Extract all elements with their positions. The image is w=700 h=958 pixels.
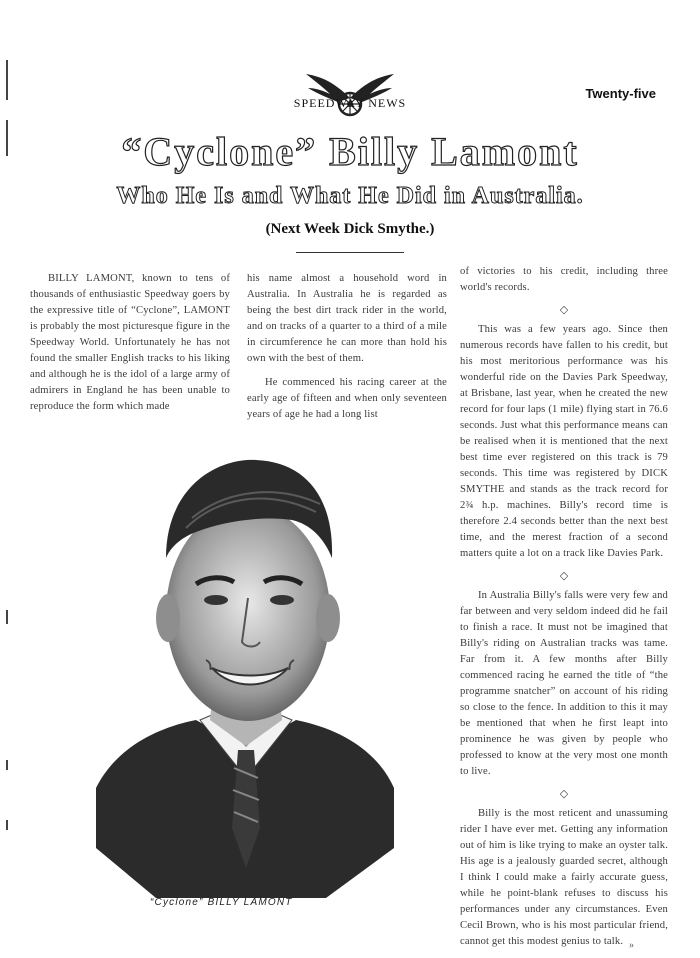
binding-mark	[6, 760, 8, 770]
article-column-1	[30, 271, 230, 423]
binding-mark	[6, 820, 8, 830]
section-separator-icon: ◇	[559, 304, 569, 316]
masthead	[280, 70, 420, 120]
paragraph: BILLY LAMONT, known to tens of thousands of enthusiastic Speedway goers by the expressive title of “Cyclone”, LAMONT is probably the most picturesque figure in the Speedway World. Unfortunately he has not found the smaller English tracks to his liking and although he is the idol of a large army of admirers in England he has been unable to reproduce the form which made	[30, 273, 230, 412]
paragraph: This was a few years ago. Since then numerous records have fallen to his credit, but his most meritorious performance was his wonderful ride on the Davies Park Speedway, at Brisbane, last year, when he created the new record for four laps (1 mile) flying start in 76.6 seconds. Just what this performance means can be realised when it is mentioned that the next best time ever registered on this track is 79 seconds. This time was registered by DICK SMYTHE and stands as the track record for 2¾ h.p. machines. Billy's record time is therefore 2.4 seconds better than the next best time, and the merest fraction of a second matters quite a lot on a track like Davies Park.	[460, 324, 668, 559]
page-corner-mark: »	[629, 940, 634, 951]
binding-mark	[6, 610, 8, 624]
subheadline: Who He Is and What He Did in Australia.	[116, 183, 584, 209]
divider-rule	[296, 252, 404, 253]
paragraph: Billy is the most reticent and unassuming rider I have ever met. Getting any information out of him is like trying to make an oyster talk. His age is a jealously guarded secret, although I think I could make a fairly accurate guess, while he point-blank refuses to discuss his performances under any circumstances. Even Cecil Brown, who is his most particular friend, cannot get this modest genius to talk.	[460, 808, 668, 947]
article-column-3	[460, 264, 668, 958]
section-separator-icon: ◇	[559, 570, 569, 582]
masthead-title: SPEEDWAY NEWS	[293, 96, 407, 110]
binding-mark	[6, 60, 8, 100]
paragraph: of victories to his credit, including three world's records.	[460, 266, 668, 293]
portrait-photo	[96, 428, 394, 898]
paragraph: In Australia Billy's falls were very few and far between and very seldom indeed did he fail to finish a race. It must not be imagined that Billy's riding on Australian tracks was tame. Far from it. A few months after Billy commenced racing he earned the title of “the programme snatcher” on account of his riding so close to the fence. In addition to this it may be mentioned that when he first leapt into prominence he was given by people who professed to know at the very most one month to live.	[460, 590, 668, 777]
paragraph: He commenced his racing career at the early age of fifteen and when only seventeen years of age he had a long list	[247, 377, 447, 420]
section-separator-icon: ◇	[559, 788, 569, 800]
article-column-2	[247, 271, 447, 431]
paragraph: his name almost a household word in Australia. In Australia he is regarded as being the best dirt track rider in the world, and on tracks of a quarter to a third of a mile in circumference he can more than hold his own with the best of them.	[247, 273, 447, 364]
next-week-note: (Next Week Dick Smythe.)	[265, 221, 435, 237]
photo-caption: “Cyclone” BILLY LAMONT	[150, 897, 293, 908]
winged-wheel-logo-icon	[280, 70, 420, 120]
headline: “Cyclone” Billy Lamont	[121, 129, 579, 174]
page-number: Twenty-five	[585, 86, 656, 101]
